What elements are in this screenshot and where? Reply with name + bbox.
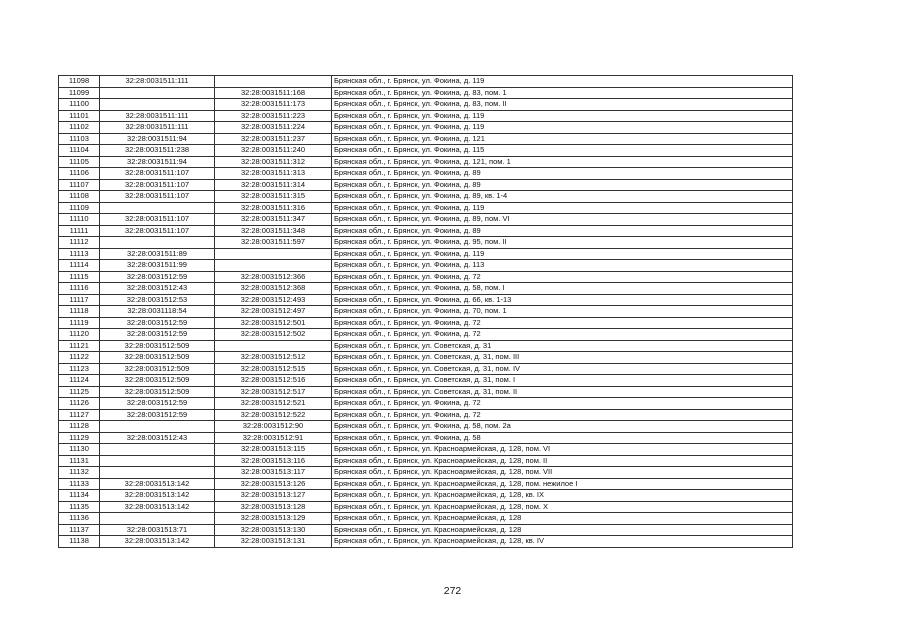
cell-address: Брянская обл., г. Брянск, ул. Фокина, д. 72 [332, 409, 793, 421]
cell-address: Брянская обл., г. Брянск, ул. Красноармейская, д. 128 [332, 524, 793, 536]
cell-land-cadastral-number: 32:28:0031511:107 [100, 225, 215, 237]
table-row [59, 99, 793, 111]
cell-land-cadastral-number: 32:28:0031512:43 [100, 432, 215, 444]
cell-land-cadastral-number: 32:28:0031512:509 [100, 363, 215, 375]
cell-address: Брянская обл., г. Брянск, ул. Фокина, д. 119 [332, 122, 793, 134]
cell-row-number: 11098 [59, 76, 100, 88]
cell-address: Брянская обл., г. Брянск, ул. Советская, д. 31, пом. I [332, 375, 793, 387]
table-row [59, 122, 793, 134]
cell-address: Брянская обл., г. Брянск, ул. Фокина, д. 89, пом. VI [332, 214, 793, 226]
cell-object-cadastral-number: 32:28:0031511:224 [215, 122, 332, 134]
cell-object-cadastral-number: 32:28:0031512:501 [215, 317, 332, 329]
cell-address: Брянская обл., г. Брянск, ул. Фокина, д. 121 [332, 133, 793, 145]
cell-address: Брянская обл., г. Брянск, ул. Красноармейская, д. 128, пом. VI [332, 444, 793, 456]
table-row [59, 536, 793, 548]
cell-land-cadastral-number: 32:28:0031512:43 [100, 283, 215, 295]
cell-row-number: 11128 [59, 421, 100, 433]
cell-address: Брянская обл., г. Брянск, ул. Фокина, д. 119 [332, 248, 793, 260]
table-row [59, 283, 793, 295]
cell-row-number: 11124 [59, 375, 100, 387]
cell-object-cadastral-number: 32:28:0031511:315 [215, 191, 332, 203]
cell-land-cadastral-number [100, 513, 215, 525]
cell-address: Брянская обл., г. Брянск, ул. Фокина, д. 121, пом. 1 [332, 156, 793, 168]
table-row [59, 225, 793, 237]
cell-address: Брянская обл., г. Брянск, ул. Фокина, д. 83, пом. 1 [332, 87, 793, 99]
cell-land-cadastral-number: 32:28:0031118:54 [100, 306, 215, 318]
cell-land-cadastral-number: 32:28:0031512:509 [100, 352, 215, 364]
cell-address: Брянская обл., г. Брянск, ул. Фокина, д. 83, пом. II [332, 99, 793, 111]
cell-object-cadastral-number: 32:28:0031513:116 [215, 455, 332, 467]
cell-row-number: 11100 [59, 99, 100, 111]
cell-object-cadastral-number: 32:28:0031513:128 [215, 501, 332, 513]
cell-row-number: 11099 [59, 87, 100, 99]
cell-object-cadastral-number: 32:28:0031512:493 [215, 294, 332, 306]
table-row [59, 432, 793, 444]
cell-address: Брянская обл., г. Брянск, ул. Фокина, д. 89, кв. 1-4 [332, 191, 793, 203]
cell-land-cadastral-number: 32:28:0031512:59 [100, 398, 215, 410]
cell-address: Брянская обл., г. Брянск, ул. Фокина, д. 113 [332, 260, 793, 272]
cell-row-number: 11129 [59, 432, 100, 444]
table-row [59, 455, 793, 467]
cell-land-cadastral-number: 32:28:0031511:107 [100, 191, 215, 203]
cell-address: Брянская обл., г. Брянск, ул. Фокина, д. 89 [332, 225, 793, 237]
cell-row-number: 11131 [59, 455, 100, 467]
cell-address: Брянская обл., г. Брянск, ул. Фокина, д. 89 [332, 168, 793, 180]
cell-object-cadastral-number: 32:28:0031511:168 [215, 87, 332, 99]
cell-object-cadastral-number [215, 340, 332, 352]
cell-land-cadastral-number: 32:28:0031511:238 [100, 145, 215, 157]
cell-row-number: 11137 [59, 524, 100, 536]
registry-table [58, 75, 793, 548]
cell-row-number: 11101 [59, 110, 100, 122]
cell-object-cadastral-number: 32:28:0031511:173 [215, 99, 332, 111]
table-row [59, 248, 793, 260]
cell-land-cadastral-number: 32:28:0031512:509 [100, 375, 215, 387]
cell-row-number: 11116 [59, 283, 100, 295]
table-row [59, 490, 793, 502]
cell-address: Брянская обл., г. Брянск, ул. Фокина, д. 72 [332, 271, 793, 283]
cell-address: Брянская обл., г. Брянск, ул. Советская, д. 31 [332, 340, 793, 352]
table-row [59, 260, 793, 272]
table-row [59, 191, 793, 203]
cell-object-cadastral-number: 32:28:0031512:91 [215, 432, 332, 444]
cell-land-cadastral-number: 32:28:0031512:53 [100, 294, 215, 306]
cell-address: Брянская обл., г. Брянск, ул. Фокина, д. 58 [332, 432, 793, 444]
cell-land-cadastral-number: 32:28:0031511:94 [100, 133, 215, 145]
cell-land-cadastral-number [100, 87, 215, 99]
cell-row-number: 11126 [59, 398, 100, 410]
cell-row-number: 11103 [59, 133, 100, 145]
cell-object-cadastral-number [215, 260, 332, 272]
cell-land-cadastral-number: 32:28:0031511:111 [100, 110, 215, 122]
cell-object-cadastral-number: 32:28:0031511:223 [215, 110, 332, 122]
cell-object-cadastral-number: 32:28:0031511:597 [215, 237, 332, 249]
cell-address: Брянская обл., г. Брянск, ул. Фокина, д. 58, пом. 2а [332, 421, 793, 433]
table-row [59, 386, 793, 398]
cell-row-number: 11112 [59, 237, 100, 249]
table-row [59, 271, 793, 283]
cell-row-number: 11132 [59, 467, 100, 479]
table-row [59, 478, 793, 490]
cell-object-cadastral-number [215, 248, 332, 260]
cell-row-number: 11106 [59, 168, 100, 180]
cell-address: Брянская обл., г. Брянск, ул. Фокина, д. 115 [332, 145, 793, 157]
cell-row-number: 11117 [59, 294, 100, 306]
table-row [59, 421, 793, 433]
cell-row-number: 11125 [59, 386, 100, 398]
cell-object-cadastral-number [215, 76, 332, 88]
cell-land-cadastral-number [100, 237, 215, 249]
cell-row-number: 11127 [59, 409, 100, 421]
cell-address: Брянская обл., г. Брянск, ул. Советская, д. 31, пом. IV [332, 363, 793, 375]
cell-land-cadastral-number: 32:28:0031511:89 [100, 248, 215, 260]
cell-row-number: 11121 [59, 340, 100, 352]
cell-row-number: 11118 [59, 306, 100, 318]
table-row [59, 444, 793, 456]
cell-object-cadastral-number: 32:28:0031513:129 [215, 513, 332, 525]
cell-address: Брянская обл., г. Брянск, ул. Фокина, д. 72 [332, 317, 793, 329]
registry-table-body [59, 76, 793, 548]
cell-row-number: 11130 [59, 444, 100, 456]
table-row [59, 340, 793, 352]
cell-row-number: 11102 [59, 122, 100, 134]
cell-land-cadastral-number: 32:28:0031513:142 [100, 536, 215, 548]
cell-object-cadastral-number: 32:28:0031512:517 [215, 386, 332, 398]
table-row [59, 317, 793, 329]
cell-object-cadastral-number: 32:28:0031513:117 [215, 467, 332, 479]
table-row [59, 237, 793, 249]
cell-object-cadastral-number: 32:28:0031511:316 [215, 202, 332, 214]
cell-address: Брянская обл., г. Брянск, ул. Фокина, д. 70, пом. 1 [332, 306, 793, 318]
cell-row-number: 11135 [59, 501, 100, 513]
cell-land-cadastral-number: 32:28:0031511:111 [100, 76, 215, 88]
cell-object-cadastral-number: 32:28:0031511:313 [215, 168, 332, 180]
table-row [59, 179, 793, 191]
cell-address: Брянская обл., г. Брянск, ул. Фокина, д. 119 [332, 76, 793, 88]
table-row [59, 168, 793, 180]
cell-address: Брянская обл., г. Брянск, ул. Советская, д. 31, пом. III [332, 352, 793, 364]
table-row [59, 513, 793, 525]
cell-land-cadastral-number: 32:28:0031513:71 [100, 524, 215, 536]
cell-row-number: 11136 [59, 513, 100, 525]
cell-address: Брянская обл., г. Брянск, ул. Красноармейская, д. 128, пом. II [332, 455, 793, 467]
table-row [59, 409, 793, 421]
cell-row-number: 11120 [59, 329, 100, 341]
cell-land-cadastral-number: 32:28:0031513:142 [100, 478, 215, 490]
cell-land-cadastral-number [100, 467, 215, 479]
cell-row-number: 11123 [59, 363, 100, 375]
table-row [59, 156, 793, 168]
cell-address: Брянская обл., г. Брянск, ул. Красноармейская, д. 128, пом. VII [332, 467, 793, 479]
cell-address: Брянская обл., г. Брянск, ул. Фокина, д. 95, пом. II [332, 237, 793, 249]
cell-object-cadastral-number: 32:28:0031513:127 [215, 490, 332, 502]
table-row [59, 363, 793, 375]
cell-land-cadastral-number: 32:28:0031511:107 [100, 214, 215, 226]
cell-object-cadastral-number: 32:28:0031511:347 [215, 214, 332, 226]
cell-land-cadastral-number: 32:28:0031511:94 [100, 156, 215, 168]
cell-land-cadastral-number [100, 202, 215, 214]
cell-row-number: 11133 [59, 478, 100, 490]
cell-address: Брянская обл., г. Брянск, ул. Красноармейская, д. 128, пом. нежилое I [332, 478, 793, 490]
cell-row-number: 11138 [59, 536, 100, 548]
page-number: 272 [443, 585, 462, 597]
cell-object-cadastral-number: 32:28:0031513:131 [215, 536, 332, 548]
cell-row-number: 11115 [59, 271, 100, 283]
cell-land-cadastral-number: 32:28:0031511:107 [100, 179, 215, 191]
cell-object-cadastral-number: 32:28:0031512:366 [215, 271, 332, 283]
table-row [59, 133, 793, 145]
cell-address: Брянская обл., г. Брянск, ул. Фокина, д. 72 [332, 398, 793, 410]
cell-land-cadastral-number: 32:28:0031513:142 [100, 490, 215, 502]
cell-land-cadastral-number: 32:28:0031511:111 [100, 122, 215, 134]
cell-address: Брянская обл., г. Брянск, ул. Фокина, д. 119 [332, 202, 793, 214]
table-row [59, 110, 793, 122]
cell-address: Брянская обл., г. Брянск, ул. Фокина, д. 89 [332, 179, 793, 191]
cell-address: Брянская обл., г. Брянск, ул. Советская, д. 31, пом. II [332, 386, 793, 398]
cell-object-cadastral-number: 32:28:0031511:237 [215, 133, 332, 145]
cell-land-cadastral-number [100, 444, 215, 456]
table-row [59, 524, 793, 536]
cell-row-number: 11113 [59, 248, 100, 260]
cell-land-cadastral-number: 32:28:0031511:99 [100, 260, 215, 272]
cell-row-number: 11107 [59, 179, 100, 191]
cell-object-cadastral-number: 32:28:0031512:521 [215, 398, 332, 410]
cell-row-number: 11119 [59, 317, 100, 329]
cell-object-cadastral-number: 32:28:0031511:348 [215, 225, 332, 237]
table-row [59, 375, 793, 387]
cell-row-number: 11134 [59, 490, 100, 502]
cell-land-cadastral-number: 32:28:0031511:107 [100, 168, 215, 180]
cell-object-cadastral-number: 32:28:0031512:90 [215, 421, 332, 433]
cell-address: Брянская обл., г. Брянск, ул. Фокина, д. 58, пом. I [332, 283, 793, 295]
table-row [59, 76, 793, 88]
cell-address: Брянская обл., г. Брянск, ул. Фокина, д. 66, кв. 1-13 [332, 294, 793, 306]
cell-land-cadastral-number: 32:28:0031512:59 [100, 409, 215, 421]
table-row [59, 87, 793, 99]
cell-row-number: 11105 [59, 156, 100, 168]
cell-object-cadastral-number: 32:28:0031513:115 [215, 444, 332, 456]
cell-row-number: 11111 [59, 225, 100, 237]
cell-row-number: 11110 [59, 214, 100, 226]
cell-land-cadastral-number: 32:28:0031512:59 [100, 329, 215, 341]
cell-address: Брянская обл., г. Брянск, ул. Фокина, д. 119 [332, 110, 793, 122]
cell-object-cadastral-number: 32:28:0031512:516 [215, 375, 332, 387]
cell-land-cadastral-number: 32:28:0031512:509 [100, 340, 215, 352]
cell-object-cadastral-number: 32:28:0031512:522 [215, 409, 332, 421]
cell-object-cadastral-number: 32:28:0031512:368 [215, 283, 332, 295]
table-row [59, 214, 793, 226]
table-row [59, 467, 793, 479]
cell-row-number: 11114 [59, 260, 100, 272]
cell-land-cadastral-number [100, 455, 215, 467]
cell-land-cadastral-number: 32:28:0031513:142 [100, 501, 215, 513]
cell-address: Брянская обл., г. Брянск, ул. Красноармейская, д. 128, кв. IX [332, 490, 793, 502]
cell-object-cadastral-number: 32:28:0031513:130 [215, 524, 332, 536]
cell-object-cadastral-number: 32:28:0031512:497 [215, 306, 332, 318]
cell-object-cadastral-number: 32:28:0031512:502 [215, 329, 332, 341]
cell-object-cadastral-number: 32:28:0031511:312 [215, 156, 332, 168]
cell-object-cadastral-number: 32:28:0031512:512 [215, 352, 332, 364]
cell-row-number: 11104 [59, 145, 100, 157]
table-row [59, 202, 793, 214]
cell-address: Брянская обл., г. Брянск, ул. Красноармейская, д. 128, кв. IV [332, 536, 793, 548]
table-row [59, 398, 793, 410]
cell-address: Брянская обл., г. Брянск, ул. Красноармейская, д. 128, пом. X [332, 501, 793, 513]
cell-row-number: 11108 [59, 191, 100, 203]
cell-land-cadastral-number: 32:28:0031512:509 [100, 386, 215, 398]
cell-object-cadastral-number: 32:28:0031511:314 [215, 179, 332, 191]
cell-land-cadastral-number: 32:28:0031512:59 [100, 271, 215, 283]
cell-object-cadastral-number: 32:28:0031512:515 [215, 363, 332, 375]
cell-address: Брянская обл., г. Брянск, ул. Фокина, д. 72 [332, 329, 793, 341]
table-row [59, 501, 793, 513]
table-row [59, 145, 793, 157]
cell-land-cadastral-number [100, 421, 215, 433]
table-row [59, 306, 793, 318]
cell-object-cadastral-number: 32:28:0031511:240 [215, 145, 332, 157]
table-row [59, 294, 793, 306]
cell-row-number: 11122 [59, 352, 100, 364]
cell-address: Брянская обл., г. Брянск, ул. Красноармейская, д. 128 [332, 513, 793, 525]
cell-object-cadastral-number: 32:28:0031513:126 [215, 478, 332, 490]
table-row [59, 352, 793, 364]
cell-land-cadastral-number [100, 99, 215, 111]
cell-land-cadastral-number: 32:28:0031512:59 [100, 317, 215, 329]
cell-row-number: 11109 [59, 202, 100, 214]
table-row [59, 329, 793, 341]
